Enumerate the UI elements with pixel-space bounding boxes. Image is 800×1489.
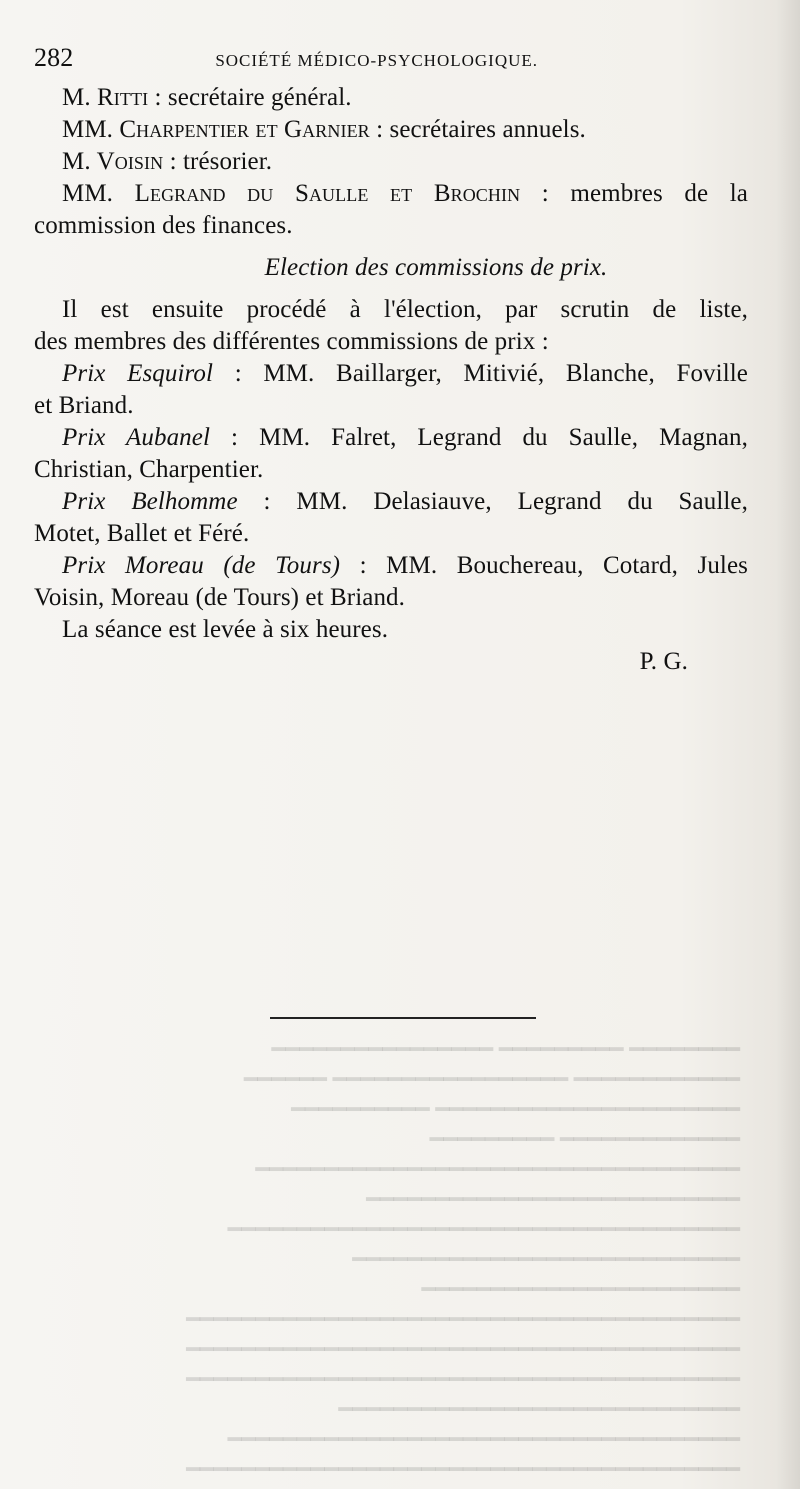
officer-role: : secrétaire général.	[148, 84, 352, 111]
prize-members: : MM. Delasiauve, Legrand du Saulle,	[237, 488, 748, 515]
running-title: SOCIÉTÉ MÉDICO-PSYCHOLOGIQUE.	[215, 51, 539, 70]
closing-line: La séance est levée à six heures.	[62, 616, 389, 643]
officer-line	[34, 146, 748, 178]
signature: P. G.	[639, 648, 688, 675]
prize-members: : MM. Baillarger, Mitivié, Blanche, Foville	[213, 360, 748, 387]
prize-continuation: Voisin, Moreau (de Tours) et Briand.	[34, 584, 406, 611]
officer-continuation: commission des finances.	[34, 212, 293, 239]
intro-line: des membres des différentes commissions de prix :	[34, 328, 549, 355]
officer-line	[34, 178, 748, 210]
prize-line	[34, 422, 748, 454]
prize-continuation: et Briand.	[34, 392, 134, 419]
prize-line	[34, 358, 748, 390]
prize-continuation: Christian, Charpentier.	[34, 456, 264, 483]
prize-label: Prix Belhomme	[62, 488, 238, 515]
prize-line	[34, 486, 748, 518]
prize-label: Prix Moreau (de Tours)	[62, 552, 341, 579]
prize-label: Prix Aubanel	[62, 424, 211, 451]
prize-members: : MM. Bouchereau, Cotard, Jules	[340, 552, 749, 579]
prize-label: Prix Esquirol	[62, 360, 214, 387]
officer-line	[34, 82, 748, 114]
intro-line: Il est ensuite procédé à l'élection, par scrutin de liste,	[62, 296, 748, 323]
officer-name: MM. Legrand du Saulle et Brochin	[62, 180, 521, 207]
officer-role: : trésorier.	[163, 148, 273, 175]
officer-role: : secrétaires annuels.	[369, 116, 586, 143]
show-through-texture: ━━━━━━━━ ━━━━━━━━━ ━━━━━━━━━━━━━━━━ ━━━━━━━━━━━━ ━━━━━━━━━━━━━━━━━ ━━━━━━ ━━━━━━━━━━━━━━━━━━━━━━ ━━━━━━━━━━ ━━━━━━━━━━━━━ ━━━━━━━━━ ━━━━━━━━━━━━━━━━━━━━━━━━━━━━━━━━━━━ ━━━━━━━━━━━━━━━━━━━━━━━━━━━ ━━━━━━━━━━━━━━━━━━━━━━━━━━━━━━━━━━━━━ ━━━━━━━━━━━━━━━━━━━━━━━━━━━━ ━━━━━━━━━━━━━━━━━━━━━━━ ━━━━━━━━━━━━━━━━━━━━━━━━━━━━━━━━━━━━━━━━ ━━━━━━━━━━━━━━━━━━━━━━━━━━━━━━━━━━━━━━━━ ━━━━━━━━━━━━━━━━━━━━━━━━━━━━━━━━━━━━━━━━ ━━━━━━━━━━━━━━━━━━━━━━━━━━━━━ ━━━━━━━━━━━━━━━━━━━━━━━━━━━━━━━━━━━━━ ━━━━━━━━━━━━━━━━━━━━━━━━━━━━━━━━━━━━━━━━	[186, 1037, 740, 1482]
prize-continuation: Motet, Ballet et Féré.	[34, 520, 250, 547]
officer-name: MM. Charpentier et Garnier	[62, 116, 370, 143]
prize-line	[34, 550, 748, 582]
page-content	[34, 42, 748, 678]
officer-name: M. Ritti	[62, 84, 149, 111]
officer-role: : membres de la	[520, 180, 748, 207]
prize-members: : MM. Falret, Legrand du Saulle, Magnan,	[210, 424, 748, 451]
page-number: 282	[34, 43, 74, 72]
officer-line	[34, 114, 748, 146]
section-title: Election des commissions de prix.	[264, 254, 608, 281]
officer-name: M. Voisin	[62, 148, 164, 175]
section-divider	[270, 1017, 536, 1019]
page-header	[34, 42, 748, 82]
